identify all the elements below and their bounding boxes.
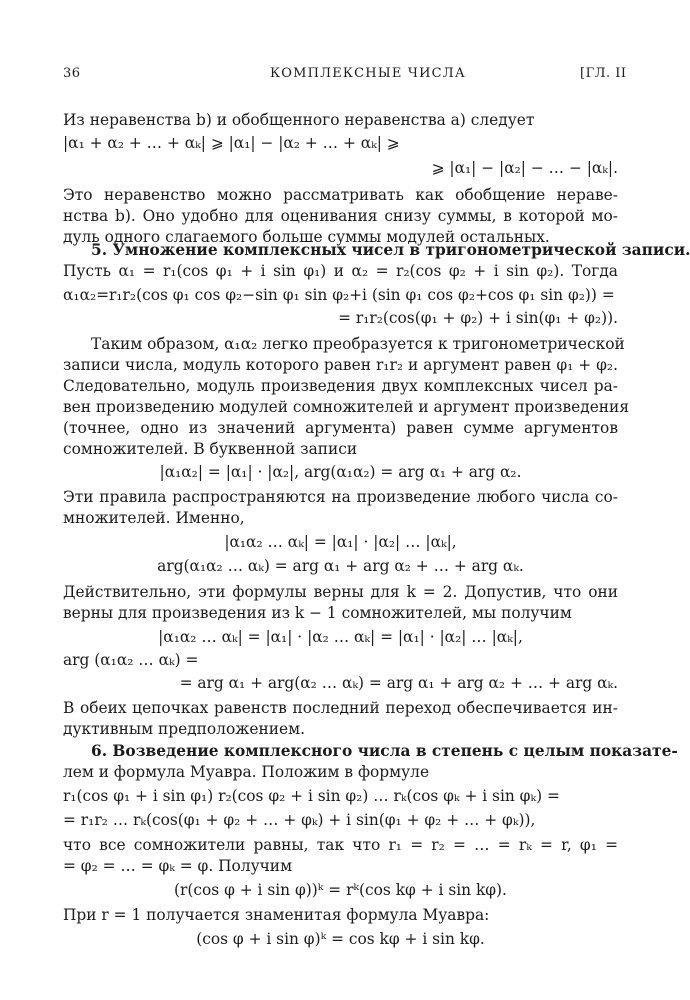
text-line: Действительно, эти формулы верны для k = 2. Допустив, что они	[63, 583, 618, 601]
formula-line: = arg α₁ + arg(α₂ … αₖ) = arg α₁ + arg α₂ + … + arg αₖ.	[179, 674, 618, 692]
formula-line: (r(cos φ + i sin φ))ᵏ = rᵏ(cos kφ + i sin kφ).	[174, 881, 507, 899]
text-line: = φ₂ = … = φₖ = φ. Получим	[63, 857, 293, 875]
text-line: записи числа, модуль которого равен r₁r₂ и аргумент равен φ₁ + φ₂.	[63, 356, 618, 374]
formula-line: |α₁α₂ … αₖ| = |α₁| · |α₂| … |αₖ|,	[224, 533, 457, 551]
text-line: При r = 1 получается знаменитая формула Муавра:	[63, 906, 490, 924]
text-line: лем и формула Муавра. Положим в формуле	[63, 763, 430, 781]
formula-line: |α₁α₂ … αₖ| = |α₁| · |α₂ … αₖ| = |α₁| · |α₂| … |αₖ|,	[158, 628, 523, 646]
text-line: Это неравенство можно рассматривать как обобщение нераве-	[63, 186, 618, 204]
chapter-label: [ГЛ. II	[580, 66, 627, 81]
formula-line: α₁α₂=r₁r₂(cos φ₁ cos φ₂−sin φ₁ sin φ₂+i (sin φ₁ cos φ₂+cos φ₁ sin φ₂)) =	[63, 286, 615, 304]
text-line: В обеих цепочках равенств последний переход обеспечивается ин-	[63, 699, 618, 717]
text-line: сомножителей. В буквенной записи	[63, 440, 358, 458]
running-title: КОМПЛЕКСНЫЕ ЧИСЛА	[270, 66, 466, 81]
text-line: Следовательно, модуль произведения двух комплексных чисел ра-	[63, 377, 618, 395]
text-line: нства b). Оно удобно для оценивания снизу суммы, в которой мо-	[63, 207, 618, 225]
text-line: что все сомножители равны, так что r₁ = r₂ = … = rₖ = r, φ₁ =	[63, 836, 618, 854]
formula-line: r₁(cos φ₁ + i sin φ₁) r₂(cos φ₂ + i sin φ₂) … rₖ(cos φₖ + i sin φₖ) =	[63, 787, 560, 805]
formula-line: arg (α₁α₂ … αₖ) =	[63, 651, 199, 669]
text-line: Эти правила распространяются на произведение любого числа со-	[63, 488, 618, 506]
text-line: множителей. Именно,	[63, 509, 245, 527]
section-heading: 5. Умножение комплексных чисел в тригонометрической записи.	[91, 241, 690, 259]
section-heading: 6. Возведение комплексного числа в степень с целым показате-	[91, 742, 678, 760]
formula-line: = r₁r₂(cos(φ₁ + φ₂) + i sin(φ₁ + φ₂)).	[338, 309, 618, 327]
formula-line: |α₁ + α₂ + … + αₖ| ⩾ |α₁| − |α₂ + … + αₖ| ⩾	[63, 134, 400, 152]
text-line: верны для произведения из k − 1 сомножителей, мы получим	[63, 604, 572, 622]
formula-line: |α₁α₂| = |α₁| · |α₂|, arg(α₁α₂) = arg α₁ + arg α₂.	[159, 463, 522, 481]
text-line: дуктивным предположением.	[63, 720, 305, 738]
text-line: Таким образом, α₁α₂ легко преобразуется к тригонометрической	[91, 335, 625, 353]
text-line: Пусть α₁ = r₁(cos φ₁ + i sin φ₁) и α₂ = r₂(cos φ₂ + i sin φ₂). Тогда	[63, 262, 618, 280]
text-line: дуль одного слагаемого больше суммы модулей остальных.	[63, 228, 550, 246]
text-line: вен произведению модулей сомножителей и аргумент произведения	[63, 398, 630, 416]
formula-line: (cos φ + i sin φ)ᵏ = cos kφ + i sin kφ.	[196, 930, 485, 948]
formula-line: ⩾ |α₁| − |α₂| − … − |αₖ|.	[431, 159, 618, 177]
text-line: Из неравенства b) и обобщенного неравенства а) следует	[63, 111, 535, 129]
text-line: (точнее, одно из значений аргумента) равен сумме аргументов	[63, 419, 618, 437]
page-number: 36	[63, 66, 81, 81]
formula-line: arg(α₁α₂ … αₖ) = arg α₁ + arg α₂ + … + arg αₖ.	[157, 557, 524, 575]
formula-line: = r₁r₂ … rₖ(cos(φ₁ + φ₂ + … + φₖ) + i sin(φ₁ + φ₂ + … + φₖ)),	[63, 811, 536, 829]
